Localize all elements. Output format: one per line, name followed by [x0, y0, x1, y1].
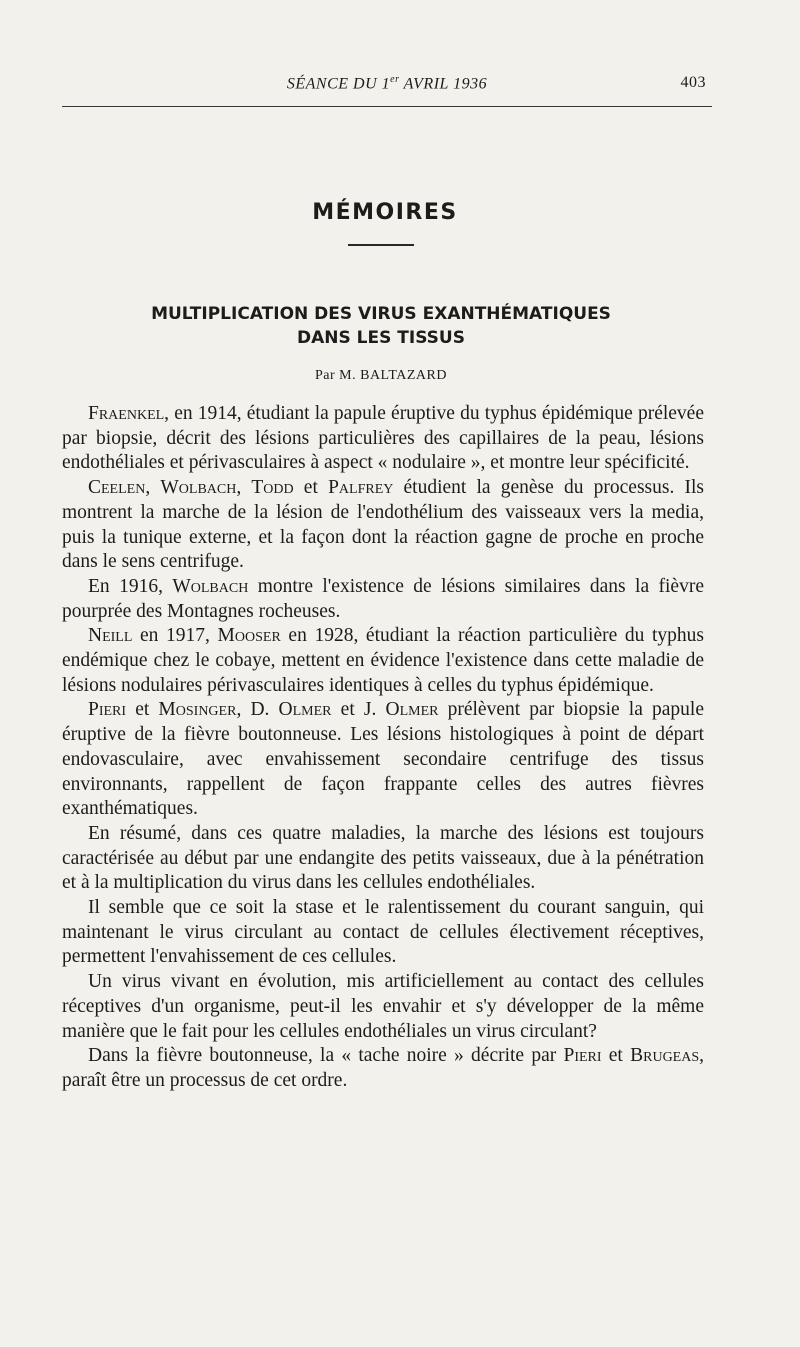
author-name: Mosinger	[158, 699, 237, 721]
paragraph-text: prélèvent par biopsie la papule éruptive de la fièvre boutonneuse. Les lésions histologiques à point de départ endovasculaire, avec envahissement secondaire centrifuge des tissus environnants, rappellent de façon frappante celles des autres fièvres exanthématiques.	[62, 699, 704, 820]
paragraph-text: montre l'existence de lésions similaires dans la fièvre pourprée des Montagnes rocheuses.	[62, 575, 704, 622]
article-title-line-1: MULTIPLICATION DES VIRUS EXANTHÉMATIQUES	[151, 304, 611, 324]
article-title-line-2: DANS LES TISSUS	[297, 328, 465, 348]
paragraph-text: ,	[236, 477, 252, 499]
paragraph-text: En résumé, dans ces quatre maladies, la marche des lésions est toujours caractérisée au début par une endangite des petits vaisseaux, due à la pénétration et à la multiplication du virus dans les cellules endothéliales.	[62, 822, 704, 894]
paragraph-text: , paraît être un processus de cet ordre.	[62, 1045, 704, 1091]
author-name: Wolbach	[172, 575, 249, 597]
running-head-sup: er	[390, 74, 400, 85]
section-title: MÉMOIRES	[312, 200, 458, 225]
author-name: Brugeas	[630, 1045, 700, 1067]
paragraph-text: étudient la genèse du processus. Ils montrent la marche de la lésion de l'endothélium des vaisseaux vers la media, puis la tunique externe, et la façon dont la réaction gagne de proche en proche dans le sens centrifuge.	[62, 477, 705, 573]
paragraph-2	[62, 476, 704, 575]
author-name: Pieri	[563, 1045, 602, 1067]
section-divider	[348, 244, 414, 246]
paragraph-text: Un virus vivant en évolution, mis artificiellement au contact des cellules réceptives d'un organisme, peut-il les envahir et s'y développer de la même manière que le fait pour les cellules endothéliales un virus circulant?	[62, 971, 704, 1042]
paragraph-text: Dans la fièvre boutonneuse, la « tache noire » décrite par	[88, 1045, 564, 1067]
author-name: Mooser	[217, 625, 281, 647]
author-name: Todd	[251, 477, 294, 499]
paragraph-text: Il semble que ce soit la stase et le ralentissement du courant sanguin, qui maintenant le virus circulant au contact de cellules électivement réceptives, permettent l'envahissement de ces cellules.	[62, 897, 704, 968]
paragraph-8	[62, 970, 704, 1044]
paragraph-text: En 1916,	[88, 575, 173, 597]
paragraph-9	[62, 1044, 704, 1093]
paragraph-text: et	[293, 477, 329, 499]
paragraph-1	[62, 402, 704, 476]
paragraph-5	[62, 698, 704, 822]
article-body	[62, 402, 704, 1094]
paragraph-text: ,	[145, 477, 161, 499]
author-name: Neill	[88, 625, 133, 647]
header-divider	[62, 106, 712, 107]
paragraph-text: et	[601, 1045, 631, 1067]
paragraph-text: , en 1914, étudiant la papule éruptive du typhus épidémique prélevée par biopsie, décrit des lésions particulières des capillaires de la peau, lésions endothéliales et périvasculaires à aspect « nodulaire », et montre leur spécificité.	[62, 403, 704, 474]
running-head-title	[62, 74, 712, 93]
paragraph-text: , D.	[236, 699, 279, 721]
running-head	[62, 74, 712, 100]
author-name: Ceelen	[88, 477, 146, 499]
paragraph-6	[62, 822, 704, 896]
paragraph-3	[62, 575, 704, 624]
paragraph-text: en 1917,	[132, 625, 218, 647]
paragraph-4	[62, 624, 704, 698]
running-head-prefix: SÉANCE DU 1	[286, 75, 391, 93]
paragraph-7	[62, 896, 704, 970]
paragraph-text: et J.	[331, 699, 386, 721]
paragraph-text: en 1928, étudiant la réaction particulière du typhus endémique chez le cobaye, mettent en évidence l'existence dans cette maladie de lésions nodulaires périvasculaires identiques à celles du typhus épidémique.	[62, 625, 704, 696]
author-name: Fraenkel	[88, 403, 165, 424]
article-author: Par M. BALTAZARD	[315, 368, 447, 383]
author-name: Olmer	[385, 699, 439, 721]
author-name: Palfrey	[328, 477, 394, 499]
article-title	[0, 302, 762, 350]
author-name: Wolbach	[160, 477, 237, 499]
running-head-suffix: AVRIL 1936	[399, 75, 488, 93]
page-number: 403	[680, 74, 706, 91]
paragraph-text: et	[126, 699, 159, 721]
author-name: Olmer	[278, 699, 332, 721]
author-name: Pieri	[88, 699, 127, 721]
